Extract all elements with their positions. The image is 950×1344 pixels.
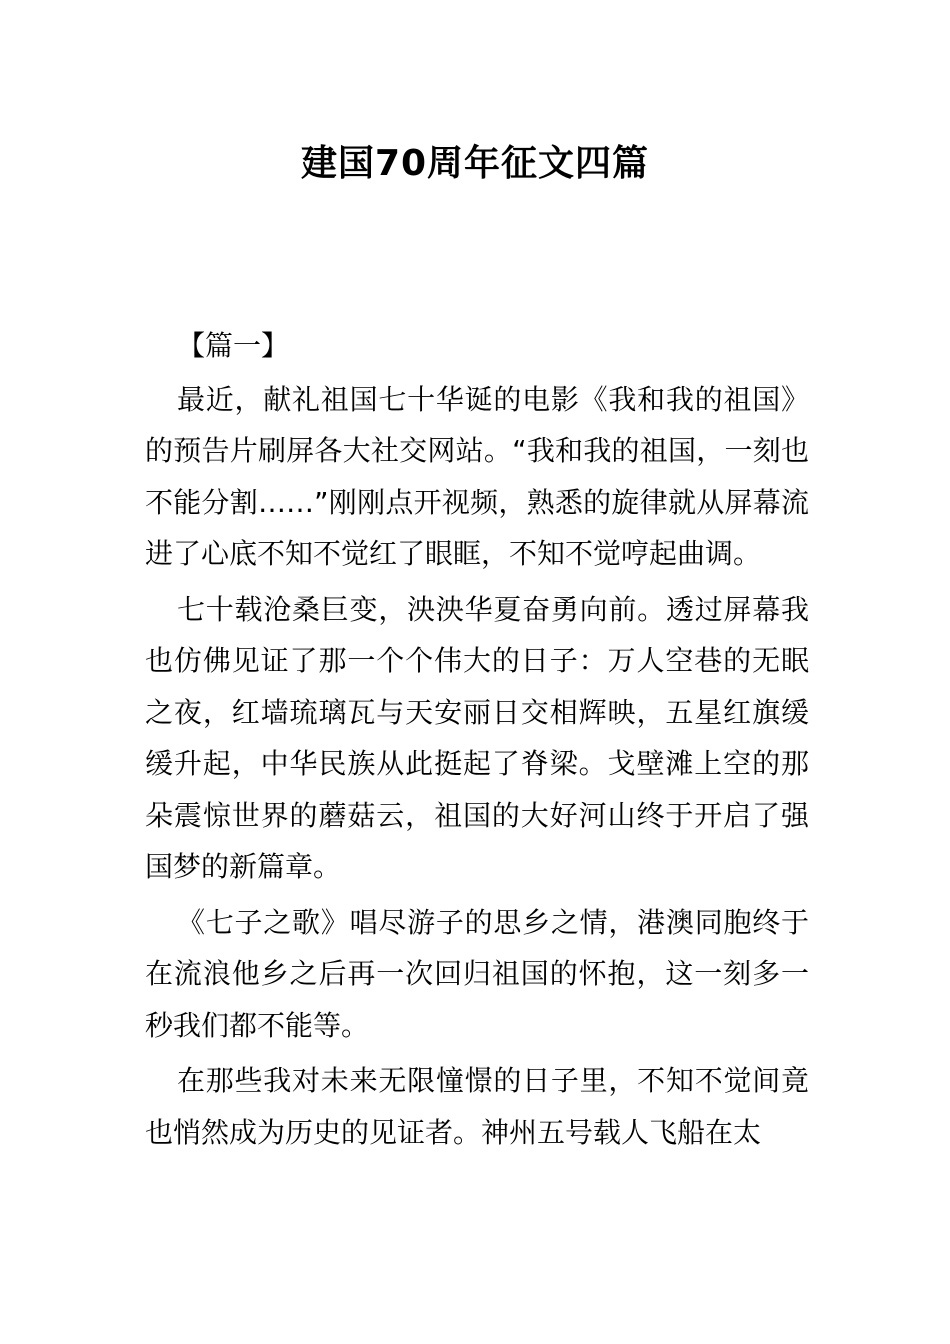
paragraph-3: 《七子之歌》唱尽游子的思乡之情，港澳同胞终于在流浪他乡之后再一次回归祖国的怀抱，这一刻多一秒我们都不能等。 [145, 905, 809, 1042]
document-body [145, 320, 809, 1162]
paragraph-4: 在那些我对未来无限憧憬的日子里，不知不觉间竟也悄然成为历史的见证者。神州五号载人飞船在太 [145, 1064, 809, 1149]
paragraph-1: 最近，献礼祖国七十华诞的电影《我和我的祖国》的预告片刷屏各大社交网站。“我和我的祖国，一刻也不能分割……”刚刚点开视频，熟悉的旋律就从屏幕流进了心底不知不觉红了眼眶，不知不觉哼起曲调。 [145, 382, 809, 570]
paragraph-2: 七十载沧桑巨变，泱泱华夏奋勇向前。透过屏幕我也仿佛见证了那一个个伟大的日子：万人空巷的无眠之夜，红墙琉璃瓦与天安丽日交相辉映，五星红旗缓缓升起，中华民族从此挺起了脊梁。戈壁滩上空的那朵震惊世界的蘑菇云，祖国的大好河山终于开启了强国梦的新篇章。 [145, 592, 809, 883]
section-label: 【篇一】 [177, 329, 290, 362]
document-title: 建国70周年征文四篇 [300, 143, 650, 184]
